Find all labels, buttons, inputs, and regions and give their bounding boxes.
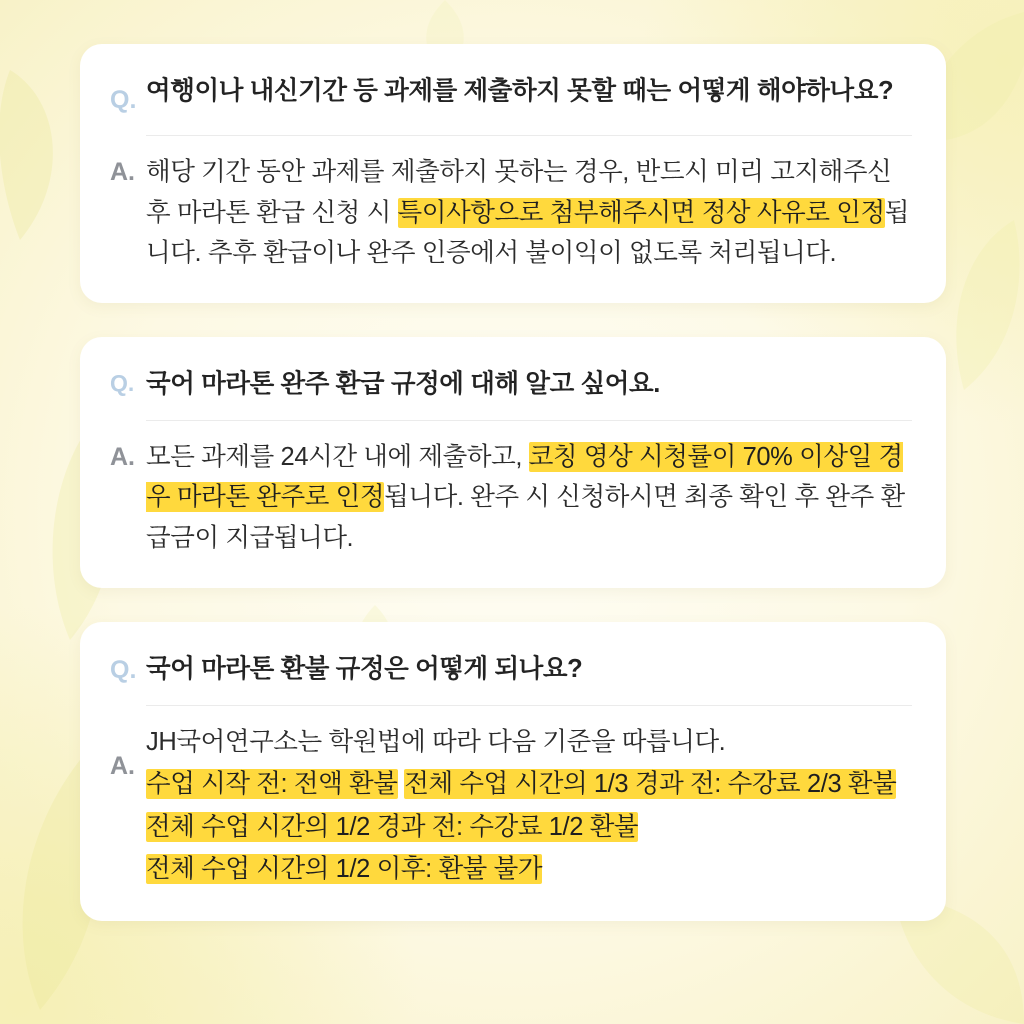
refund-rule-line: 전체 수업 시간의 1/2 경과 전: 수강료 1/2 환불 [146, 812, 639, 841]
answer-segment: 모든 과제를 24시간 내에 제출하고, [146, 443, 529, 472]
faq-card [80, 44, 946, 303]
answer-segment: 됩니다. 추후 환급이나 완주 인증에서 불이익이 없도록 처리됩니다. [146, 198, 909, 267]
question-marker: Q. [110, 370, 135, 397]
faq-card [80, 622, 946, 921]
faq-answer-text [146, 152, 916, 273]
faq-question-row [110, 72, 916, 118]
answer-highlight: 코칭 영상 시청률이 70% 이상일 경우 마라톤 완주로 인정 [146, 443, 903, 512]
card-divider [146, 705, 912, 706]
faq-question-row [110, 650, 916, 688]
answer-segment: 됩니다. 완주 시 신청하시면 최종 확인 후 완주 환급금이 지급됩니다. [146, 483, 905, 552]
faq-question-text: 국어 마라톤 완주 환급 규정에 대해 알고 싶어요. [146, 370, 660, 399]
answer-highlight: 특이사항으로 첨부해주시면 정상 사유로 인정 [397, 198, 885, 227]
refund-rule-line: 수업 시작 전: 전액 환불 [146, 770, 398, 799]
faq-card-list [80, 44, 946, 955]
faq-answer-text [146, 437, 916, 558]
faq-card [80, 337, 946, 588]
faq-answer-text [146, 722, 916, 891]
faq-answer-row [110, 152, 916, 273]
answer-marker: A. [110, 752, 135, 781]
question-marker: Q. [110, 655, 137, 684]
answer-segment: 해당 기간 동안 과제를 제출하지 못하는 경우, 반드시 미리 고지해주신 후 마라톤 환급 신청 시 [146, 158, 892, 227]
faq-answer-row [110, 437, 916, 558]
refund-rule-line: 전체 수업 시간의 1/3 경과 전: 수강료 2/3 환불 [404, 770, 897, 799]
faq-question-row [110, 365, 916, 403]
faq-answer-row [110, 722, 916, 891]
answer-marker: A. [110, 158, 135, 187]
faq-question-text: 국어 마라톤 환불 규정은 어떻게 되나요? [146, 654, 583, 683]
answer-intro-line: JH국어연구소는 학원법에 따라 다음 기준을 따릅니다. [146, 728, 726, 757]
card-divider [146, 135, 912, 136]
question-marker: Q. [110, 86, 137, 114]
faq-question-text: 여행이나 내신기간 등 과제를 제출하지 못할 때는 어떻게 해야하나요? [146, 77, 894, 105]
answer-marker: A. [110, 443, 135, 472]
refund-rule-line: 전체 수업 시간의 1/2 이후: 환불 불가 [146, 855, 543, 883]
card-divider [146, 420, 912, 421]
